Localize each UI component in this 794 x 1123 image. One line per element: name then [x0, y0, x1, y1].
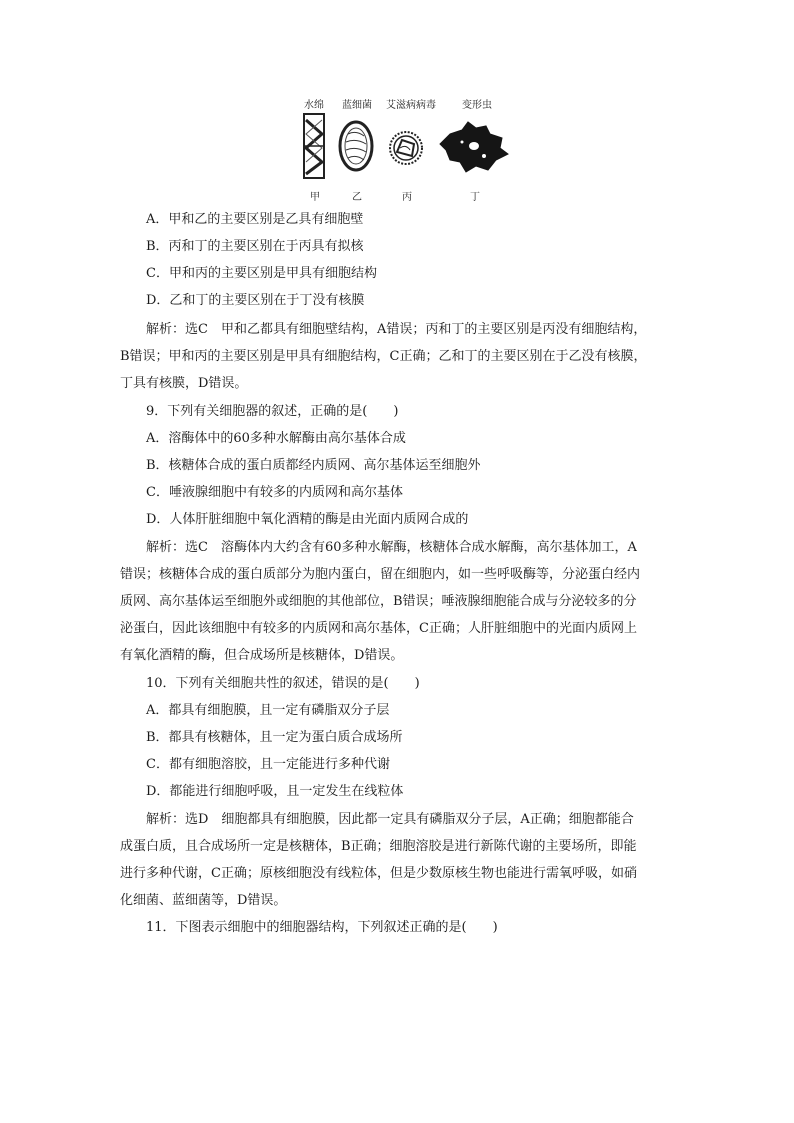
- q9-analysis-line-4: 泌蛋白，因此该细胞中有较多的内质网和高尔基体，C正确；人肝脏细胞中的光面内质网上: [120, 621, 637, 636]
- q8-option-a: A．甲和乙的主要区别是乙具有细胞壁: [146, 212, 364, 227]
- q10-option-b: B．都具有核糖体，且一定为蛋白质合成场所: [146, 730, 403, 745]
- q11-stem: 11．下图表示细胞中的细胞器结构，下列叙述正确的是( ): [146, 920, 498, 935]
- q10-analysis-line-4: 化细菌、蓝细菌等，D错误。: [120, 893, 287, 908]
- q10-option-a: A．都具有细胞膜，且一定有磷脂双分子层: [146, 703, 390, 718]
- q9-option-a: A．溶酶体中的60多种水解酶由高尔基体合成: [146, 431, 406, 446]
- q8-option-b: B．丙和丁的主要区别在于丙具有拟核: [146, 239, 364, 254]
- spirogyra-drawing: [304, 114, 324, 178]
- hiv-drawing: [390, 132, 422, 164]
- cell-figure: [290, 92, 530, 204]
- q9-analysis-line-2: 错误；核糖体合成的蛋白质部分为胞内蛋白，留在细胞内，如一些呼吸酶等，分泌蛋白经内: [120, 567, 641, 582]
- q10-option-c: C．都有细胞溶胶，且一定能进行多种代谢: [146, 757, 390, 772]
- q10-analysis-line-1: 解析：选D 细胞都具有细胞膜，因此都一定具有磷脂双分子层，A正确；细胞都能合: [146, 812, 634, 827]
- q9-option-c: C．唾液腺细胞中有较多的内质网和高尔基体: [146, 485, 403, 500]
- cyanobacteria-drawing: [340, 122, 372, 170]
- figure-caption-ding: 丁: [470, 192, 480, 203]
- figure-caption-yi: 乙: [352, 192, 362, 203]
- figure-label-hiv: 艾滋病病毒: [386, 100, 436, 111]
- figure-label-cyanobacteria: 蓝细菌: [342, 100, 372, 111]
- figure-caption-bing: 丙: [402, 192, 412, 203]
- cell-drawings: [290, 108, 530, 198]
- q8-option-c: C．甲和丙的主要区别是甲具有细胞结构: [146, 266, 377, 281]
- figure-label-spirogyra: 水绵: [304, 100, 324, 111]
- q10-analysis-line-3: 进行多种代谢，C正确；原核细胞没有线粒体，但是少数原核生物也能进行需氧呼吸，如硝: [120, 866, 637, 881]
- q9-option-d: D．人体肝脏细胞中氧化酒精的酶是由光面内质网合成的: [146, 512, 469, 527]
- q9-analysis-line-1: 解析：选C 溶酶体内大约含有60多种水解酶，核糖体合成水解酶，高尔基体加工，A: [146, 540, 637, 555]
- q10-stem: 10．下列有关细胞共性的叙述，错误的是( ): [146, 676, 420, 691]
- q8-analysis-line-1: 解析：选C 甲和乙都具有细胞壁结构，A错误；丙和丁的主要区别是丙没有细胞结构，: [146, 322, 647, 337]
- q8-analysis-line-3: 丁具有核膜，D错误。: [120, 376, 248, 391]
- q9-option-b: B．核糖体合成的蛋白质都经内质网、高尔基体运至细胞外: [146, 458, 481, 473]
- q10-analysis-line-2: 成蛋白质，且合成场所一定是核糖体，B正确；细胞溶胶是进行新陈代谢的主要场所，即能: [120, 839, 637, 854]
- q9-analysis-line-3: 质网、高尔基体运至细胞外或细胞的其他部位，B错误；唾液腺细胞能合成与分泌较多的分: [120, 594, 637, 609]
- q10-option-d: D．都能进行细胞呼吸，且一定发生在线粒体: [146, 784, 404, 799]
- q9-analysis-line-5: 有氧化酒精的酶，但合成场所是核糖体，D错误。: [120, 648, 404, 663]
- q8-option-d: D．乙和丁的主要区别在于丁没有核膜: [146, 293, 365, 308]
- q8-analysis-line-2: B错误；甲和丙的主要区别是甲具有细胞结构，C正确；乙和丁的主要区别在于乙没有核膜，: [120, 349, 647, 364]
- figure-label-amoeba: 变形虫: [462, 100, 492, 111]
- figure-caption-jia: 甲: [310, 192, 320, 203]
- amoeba-drawing: [440, 122, 508, 172]
- q9-stem: 9．下列有关细胞器的叙述，正确的是( ): [146, 404, 399, 419]
